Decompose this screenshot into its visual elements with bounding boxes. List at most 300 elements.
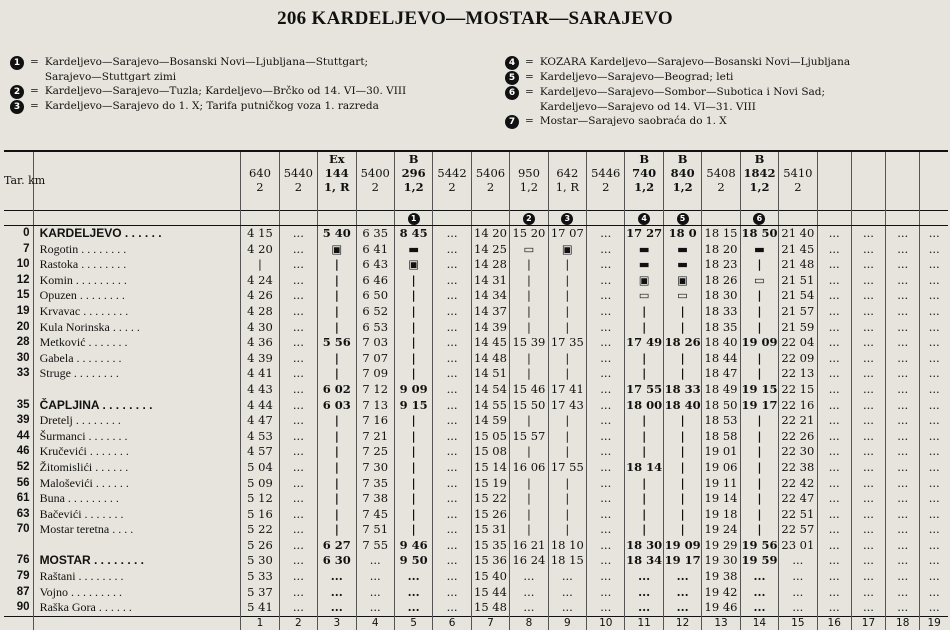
station-cell: Vojno . . . . . . . . .: [33, 585, 241, 601]
note-marker-cell: [851, 211, 885, 226]
note-item: [505, 56, 945, 70]
train-class: [886, 152, 919, 166]
time-cell: 18 00: [626, 397, 663, 412]
note-marker-cell: [625, 211, 663, 226]
station-cell: Kručevići . . . . . . .: [33, 444, 241, 460]
time-cell: ...: [920, 304, 948, 320]
time-cell: ...: [394, 600, 432, 616]
column-number: 7: [471, 616, 509, 630]
time-cell: 21 59: [779, 320, 817, 336]
time-cell: 15 08: [471, 444, 509, 460]
time-cell: 15 31: [471, 522, 509, 538]
train-class: [357, 152, 394, 166]
time-cell: ...: [886, 600, 920, 616]
note-item: [505, 101, 945, 114]
time-cell: ▭: [625, 288, 663, 304]
note-marker: 5: [677, 213, 689, 225]
time-cell: 17 55: [548, 460, 586, 476]
time-cell: |: [510, 288, 548, 304]
time-cell: ...: [587, 585, 625, 601]
train-number: 1842: [743, 166, 776, 180]
km-cell: 90: [16, 601, 30, 614]
time-cell: 18 44: [702, 351, 740, 367]
time-cell: |: [318, 460, 356, 476]
km-cell: 10: [16, 258, 30, 271]
note-number: 3: [10, 100, 24, 114]
time-cell: 14 34: [471, 288, 509, 304]
time-cell: |: [663, 413, 701, 429]
train-class: B: [677, 152, 688, 166]
time-cell: |: [740, 413, 778, 429]
time-cell: ...: [886, 226, 920, 242]
time-cell: ...: [920, 476, 948, 492]
time-cell: |: [510, 507, 548, 523]
time-cell: |: [318, 273, 356, 289]
time-cell: ...: [510, 585, 548, 601]
time-cell: |: [318, 288, 356, 304]
time-cell: ...: [587, 522, 625, 538]
time-cell: ...: [433, 538, 471, 554]
time-cell: 7 13: [356, 398, 394, 414]
time-cell: ...: [920, 382, 948, 398]
time-cell: |: [663, 522, 701, 538]
table-row: [4, 553, 948, 569]
time-cell: |: [740, 507, 778, 523]
time-cell: ...: [817, 507, 851, 523]
note-text: Kardeljevo—Sarajevo—Beograd; leti: [539, 71, 734, 83]
note-marker-cell: [241, 211, 279, 226]
time-cell: |: [318, 366, 356, 382]
time-cell: 5 12: [241, 491, 279, 507]
time-cell: ...: [920, 366, 948, 382]
time-cell: ...: [886, 366, 920, 382]
time-cell: ...: [779, 553, 817, 569]
time-cell: ...: [433, 522, 471, 538]
km-cell: 30: [16, 351, 30, 364]
time-cell: |: [740, 522, 778, 538]
time-cell: ▭: [510, 242, 548, 258]
column-number: 14: [740, 616, 778, 630]
time-cell: 18 33: [664, 381, 701, 396]
time-cell: ...: [587, 600, 625, 616]
time-cell: ...: [433, 273, 471, 289]
train-class: [818, 152, 851, 166]
train-category: 1, R: [555, 180, 579, 194]
station-cell: Šurmanci . . . . . . .: [33, 429, 241, 445]
note-item: [10, 71, 490, 84]
time-cell: 15 35: [471, 538, 509, 554]
train-category: 2: [486, 180, 495, 194]
time-cell: 4 20: [241, 242, 279, 258]
time-cell: ...: [817, 288, 851, 304]
time-cell: ▣: [548, 242, 586, 258]
train-class: [510, 152, 547, 166]
time-cell: ...: [433, 569, 471, 585]
train-header: [279, 151, 317, 211]
station-cell: Dretelj . . . . . . . .: [33, 413, 241, 429]
time-cell: |: [625, 366, 663, 382]
time-cell: ...: [886, 460, 920, 476]
time-cell: |: [740, 351, 778, 367]
time-cell: ...: [920, 288, 948, 304]
time-cell: 15 48: [471, 600, 509, 616]
table-row: [4, 398, 948, 414]
time-cell: |: [394, 491, 432, 507]
train-header: [663, 151, 701, 211]
train-category: 2: [448, 180, 456, 194]
time-cell: ...: [548, 569, 586, 585]
train-header: [318, 151, 356, 211]
page-title: 206 KARDELJEVO—MOSTAR—SARAJEVO: [277, 8, 673, 29]
time-cell: ...: [851, 538, 885, 554]
time-cell: ...: [920, 553, 948, 569]
time-cell: ...: [817, 398, 851, 414]
note-item: [10, 56, 490, 70]
note-marker: 2: [523, 213, 535, 225]
time-cell: |: [548, 507, 586, 523]
note-number: 7: [505, 115, 519, 129]
note-item: [10, 100, 490, 114]
note-marker-row: [4, 211, 948, 226]
time-cell: |: [318, 320, 356, 336]
time-cell: ...: [920, 335, 948, 351]
note-marker-cell: [356, 211, 394, 226]
time-cell: |: [548, 320, 586, 336]
column-number: 19: [920, 616, 948, 630]
note-equals: =: [30, 85, 39, 97]
time-cell: ...: [625, 585, 663, 601]
time-cell: ...: [587, 273, 625, 289]
time-cell: ...: [817, 320, 851, 336]
note-text: Kardeljevo—Sarajevo—Sombor—Subotica i Novi Sad;: [539, 86, 826, 98]
time-cell: ...: [279, 491, 317, 507]
time-cell: ...: [433, 351, 471, 367]
train-category: 1,2: [749, 180, 770, 194]
time-cell: 9 46: [394, 538, 432, 554]
km-cell: 33: [16, 367, 30, 380]
time-cell: ...: [587, 320, 625, 336]
time-cell: 17 41: [548, 382, 586, 398]
time-cell: ...: [886, 288, 920, 304]
time-cell: 19 46: [702, 600, 740, 616]
time-cell: |: [241, 257, 279, 273]
time-cell: ...: [817, 476, 851, 492]
column-number: 2: [279, 616, 317, 630]
train-class: [852, 152, 885, 166]
time-cell: ...: [279, 351, 317, 367]
time-cell: 9 09: [394, 382, 432, 398]
time-cell: 6 43: [356, 257, 394, 273]
time-cell: ...: [433, 226, 471, 242]
train-category: 2: [294, 180, 303, 194]
time-cell: ▣: [625, 273, 663, 289]
time-cell: 14 28: [471, 257, 509, 273]
time-cell: ...: [318, 569, 356, 585]
time-cell: 19 17: [664, 553, 701, 568]
time-cell: 21 48: [779, 257, 817, 273]
time-cell: ...: [886, 398, 920, 414]
time-cell: 14 59: [471, 413, 509, 429]
time-cell: 7 51: [356, 522, 394, 538]
train-category: 2: [371, 180, 379, 194]
time-cell: 6 02: [318, 382, 356, 398]
time-cell: 22 38: [779, 460, 817, 476]
time-cell: ...: [779, 569, 817, 585]
train-category: 2: [602, 180, 610, 194]
time-cell: ...: [851, 429, 885, 445]
train-header: [625, 151, 663, 211]
time-cell: ...: [394, 569, 432, 585]
time-cell: ...: [587, 366, 625, 382]
note-number: 1: [10, 56, 24, 70]
time-cell: 22 26: [779, 429, 817, 445]
time-cell: ...: [886, 257, 920, 273]
time-cell: ...: [886, 444, 920, 460]
time-cell: 15 26: [471, 507, 509, 523]
train-header: [886, 151, 920, 211]
time-cell: ...: [318, 585, 356, 601]
time-cell: ...: [851, 226, 885, 242]
note-text: Kardeljevo—Sarajevo—Tuzla; Kardeljevo—Brčko od 14. VI—30. VIII: [44, 85, 407, 97]
note-marker-cell: [779, 211, 817, 226]
time-cell: ...: [886, 507, 920, 523]
column-number: 10: [587, 616, 625, 630]
time-cell: ▬: [394, 242, 432, 258]
time-cell: ▬: [663, 242, 701, 258]
time-cell: ...: [587, 507, 625, 523]
time-cell: |: [625, 476, 663, 492]
train-header: [740, 151, 778, 211]
time-cell: ...: [279, 320, 317, 336]
time-cell: 16 21: [510, 538, 548, 554]
time-cell: ...: [851, 569, 885, 585]
time-cell: |: [663, 429, 701, 445]
time-cell: ...: [433, 429, 471, 445]
column-number: 17: [851, 616, 885, 630]
time-cell: 19 06: [702, 460, 740, 476]
time-cell: 14 20: [471, 226, 509, 242]
time-cell: 18 10: [548, 538, 586, 554]
column-number: 12: [663, 616, 701, 630]
time-cell: 19 24: [702, 522, 740, 538]
time-cell: ...: [356, 585, 394, 601]
train-number: 5442: [437, 166, 467, 180]
time-cell: ...: [851, 553, 885, 569]
time-cell: |: [663, 320, 701, 336]
station-header: [33, 151, 241, 211]
time-cell: |: [548, 491, 586, 507]
time-cell: 6 50: [356, 288, 394, 304]
time-cell: ...: [851, 382, 885, 398]
time-cell: ...: [920, 257, 948, 273]
km-cell: 20: [16, 320, 30, 333]
train-header: [920, 151, 948, 211]
time-cell: 17 07: [548, 226, 586, 242]
time-cell: 6 52: [356, 304, 394, 320]
time-cell: |: [318, 507, 356, 523]
note-marker-cell: [548, 211, 586, 226]
time-cell: |: [318, 444, 356, 460]
time-cell: ...: [920, 522, 948, 538]
time-cell: 4 44: [241, 398, 279, 414]
train-number: 640: [248, 166, 271, 180]
time-cell: |: [318, 257, 356, 273]
time-cell: 14 55: [471, 398, 509, 414]
time-cell: |: [394, 351, 432, 367]
time-cell: |: [548, 366, 586, 382]
time-cell: ...: [817, 366, 851, 382]
time-cell: 22 42: [779, 476, 817, 492]
km-cell: 70: [16, 523, 30, 536]
time-cell: ...: [587, 538, 625, 554]
time-cell: ...: [817, 491, 851, 507]
time-cell: |: [548, 444, 586, 460]
time-cell: 6 03: [318, 398, 356, 414]
time-cell: 5 56: [318, 335, 356, 351]
time-cell: 7 07: [356, 351, 394, 367]
time-cell: ...: [851, 585, 885, 601]
time-cell: 19 38: [702, 569, 740, 585]
time-cell: 4 41: [241, 366, 279, 382]
time-cell: |: [740, 444, 778, 460]
time-cell: 15 50: [510, 398, 548, 414]
time-cell: ...: [433, 242, 471, 258]
time-cell: ...: [851, 507, 885, 523]
note-marker-cell: [702, 211, 740, 226]
time-cell: ...: [625, 600, 663, 616]
time-cell: ...: [587, 476, 625, 492]
time-cell: |: [548, 288, 586, 304]
time-cell: 19 15: [741, 381, 778, 396]
train-number: 296: [401, 166, 426, 180]
time-cell: |: [740, 476, 778, 492]
column-number: 8: [510, 616, 548, 630]
time-cell: ...: [886, 320, 920, 336]
time-cell: |: [394, 476, 432, 492]
time-cell: ...: [279, 429, 317, 445]
train-header: [471, 151, 509, 211]
time-cell: |: [625, 351, 663, 367]
time-cell: |: [548, 304, 586, 320]
time-cell: ...: [356, 569, 394, 585]
header-row: [4, 151, 948, 211]
train-number: 5446: [591, 166, 621, 180]
time-cell: 19 14: [702, 491, 740, 507]
time-cell: 5 09: [241, 476, 279, 492]
note-equals: =: [30, 100, 39, 112]
column-number: 1: [241, 616, 279, 630]
time-cell: 5 37: [241, 585, 279, 601]
time-cell: ▣: [663, 273, 701, 289]
time-cell: ...: [817, 273, 851, 289]
time-cell: ...: [433, 304, 471, 320]
time-cell: 14 39: [471, 320, 509, 336]
train-class: [549, 152, 586, 166]
footer-blank: [33, 616, 241, 630]
time-cell: |: [625, 522, 663, 538]
time-cell: 22 13: [779, 366, 817, 382]
time-cell: |: [318, 413, 356, 429]
time-cell: |: [548, 351, 586, 367]
time-cell: |: [510, 351, 548, 367]
time-cell: 14 45: [471, 335, 509, 351]
time-cell: ...: [886, 273, 920, 289]
km-cell: 46: [16, 445, 30, 458]
time-cell: ...: [318, 600, 356, 616]
time-cell: 19 09: [664, 537, 701, 552]
time-cell: ...: [279, 553, 317, 569]
time-cell: ...: [851, 444, 885, 460]
time-cell: 18 14: [626, 459, 663, 474]
time-cell: ...: [920, 429, 948, 445]
train-number: 5440: [283, 166, 314, 180]
time-cell: 6 30: [318, 553, 356, 569]
note-equals: =: [525, 56, 534, 68]
time-cell: ...: [279, 304, 317, 320]
time-cell: ...: [817, 429, 851, 445]
time-cell: |: [394, 273, 432, 289]
km-cell: 35: [16, 398, 30, 411]
time-cell: 22 30: [779, 444, 817, 460]
time-cell: 5 26: [241, 538, 279, 554]
time-cell: |: [548, 522, 586, 538]
table-row: [4, 569, 948, 585]
time-cell: ...: [920, 491, 948, 507]
time-cell: 22 57: [779, 522, 817, 538]
time-cell: |: [740, 257, 778, 273]
time-cell: 19 17: [741, 397, 778, 412]
time-cell: 7 45: [356, 507, 394, 523]
time-cell: 7 03: [356, 335, 394, 351]
train-category: 2: [256, 180, 264, 194]
time-cell: ...: [817, 553, 851, 569]
time-cell: ...: [587, 491, 625, 507]
note-number: 5: [505, 71, 519, 85]
time-cell: 18 50: [741, 226, 778, 240]
time-cell: |: [510, 366, 548, 382]
time-cell: 5 33: [241, 569, 279, 585]
train-header: [851, 151, 885, 211]
time-cell: 8 45: [394, 226, 432, 242]
time-cell: ...: [920, 320, 948, 336]
train-header: [241, 151, 279, 211]
train-number: 5406: [475, 166, 506, 180]
time-cell: ...: [587, 398, 625, 414]
time-cell: ...: [587, 460, 625, 476]
time-cell: ...: [510, 569, 548, 585]
station-cell: Bačevići . . . . . . .: [33, 507, 241, 523]
time-cell: 17 49: [626, 335, 663, 350]
time-cell: 16 24: [510, 553, 548, 569]
time-cell: ...: [886, 242, 920, 258]
column-number: 11: [625, 616, 663, 630]
time-cell: ...: [433, 288, 471, 304]
time-cell: ...: [433, 320, 471, 336]
time-cell: ...: [851, 242, 885, 258]
train-category: 2: [794, 180, 802, 194]
column-number: 15: [779, 616, 817, 630]
time-cell: ...: [548, 600, 586, 616]
km-cell: 15: [16, 289, 30, 302]
time-cell: ...: [356, 600, 394, 616]
station-cell: Mostar teretna . . . .: [33, 522, 241, 538]
table-row: [4, 460, 948, 476]
time-cell: 22 16: [779, 398, 817, 414]
time-cell: ...: [433, 600, 471, 616]
time-cell: ...: [886, 522, 920, 538]
table-row: [4, 335, 948, 351]
time-cell: ...: [279, 569, 317, 585]
